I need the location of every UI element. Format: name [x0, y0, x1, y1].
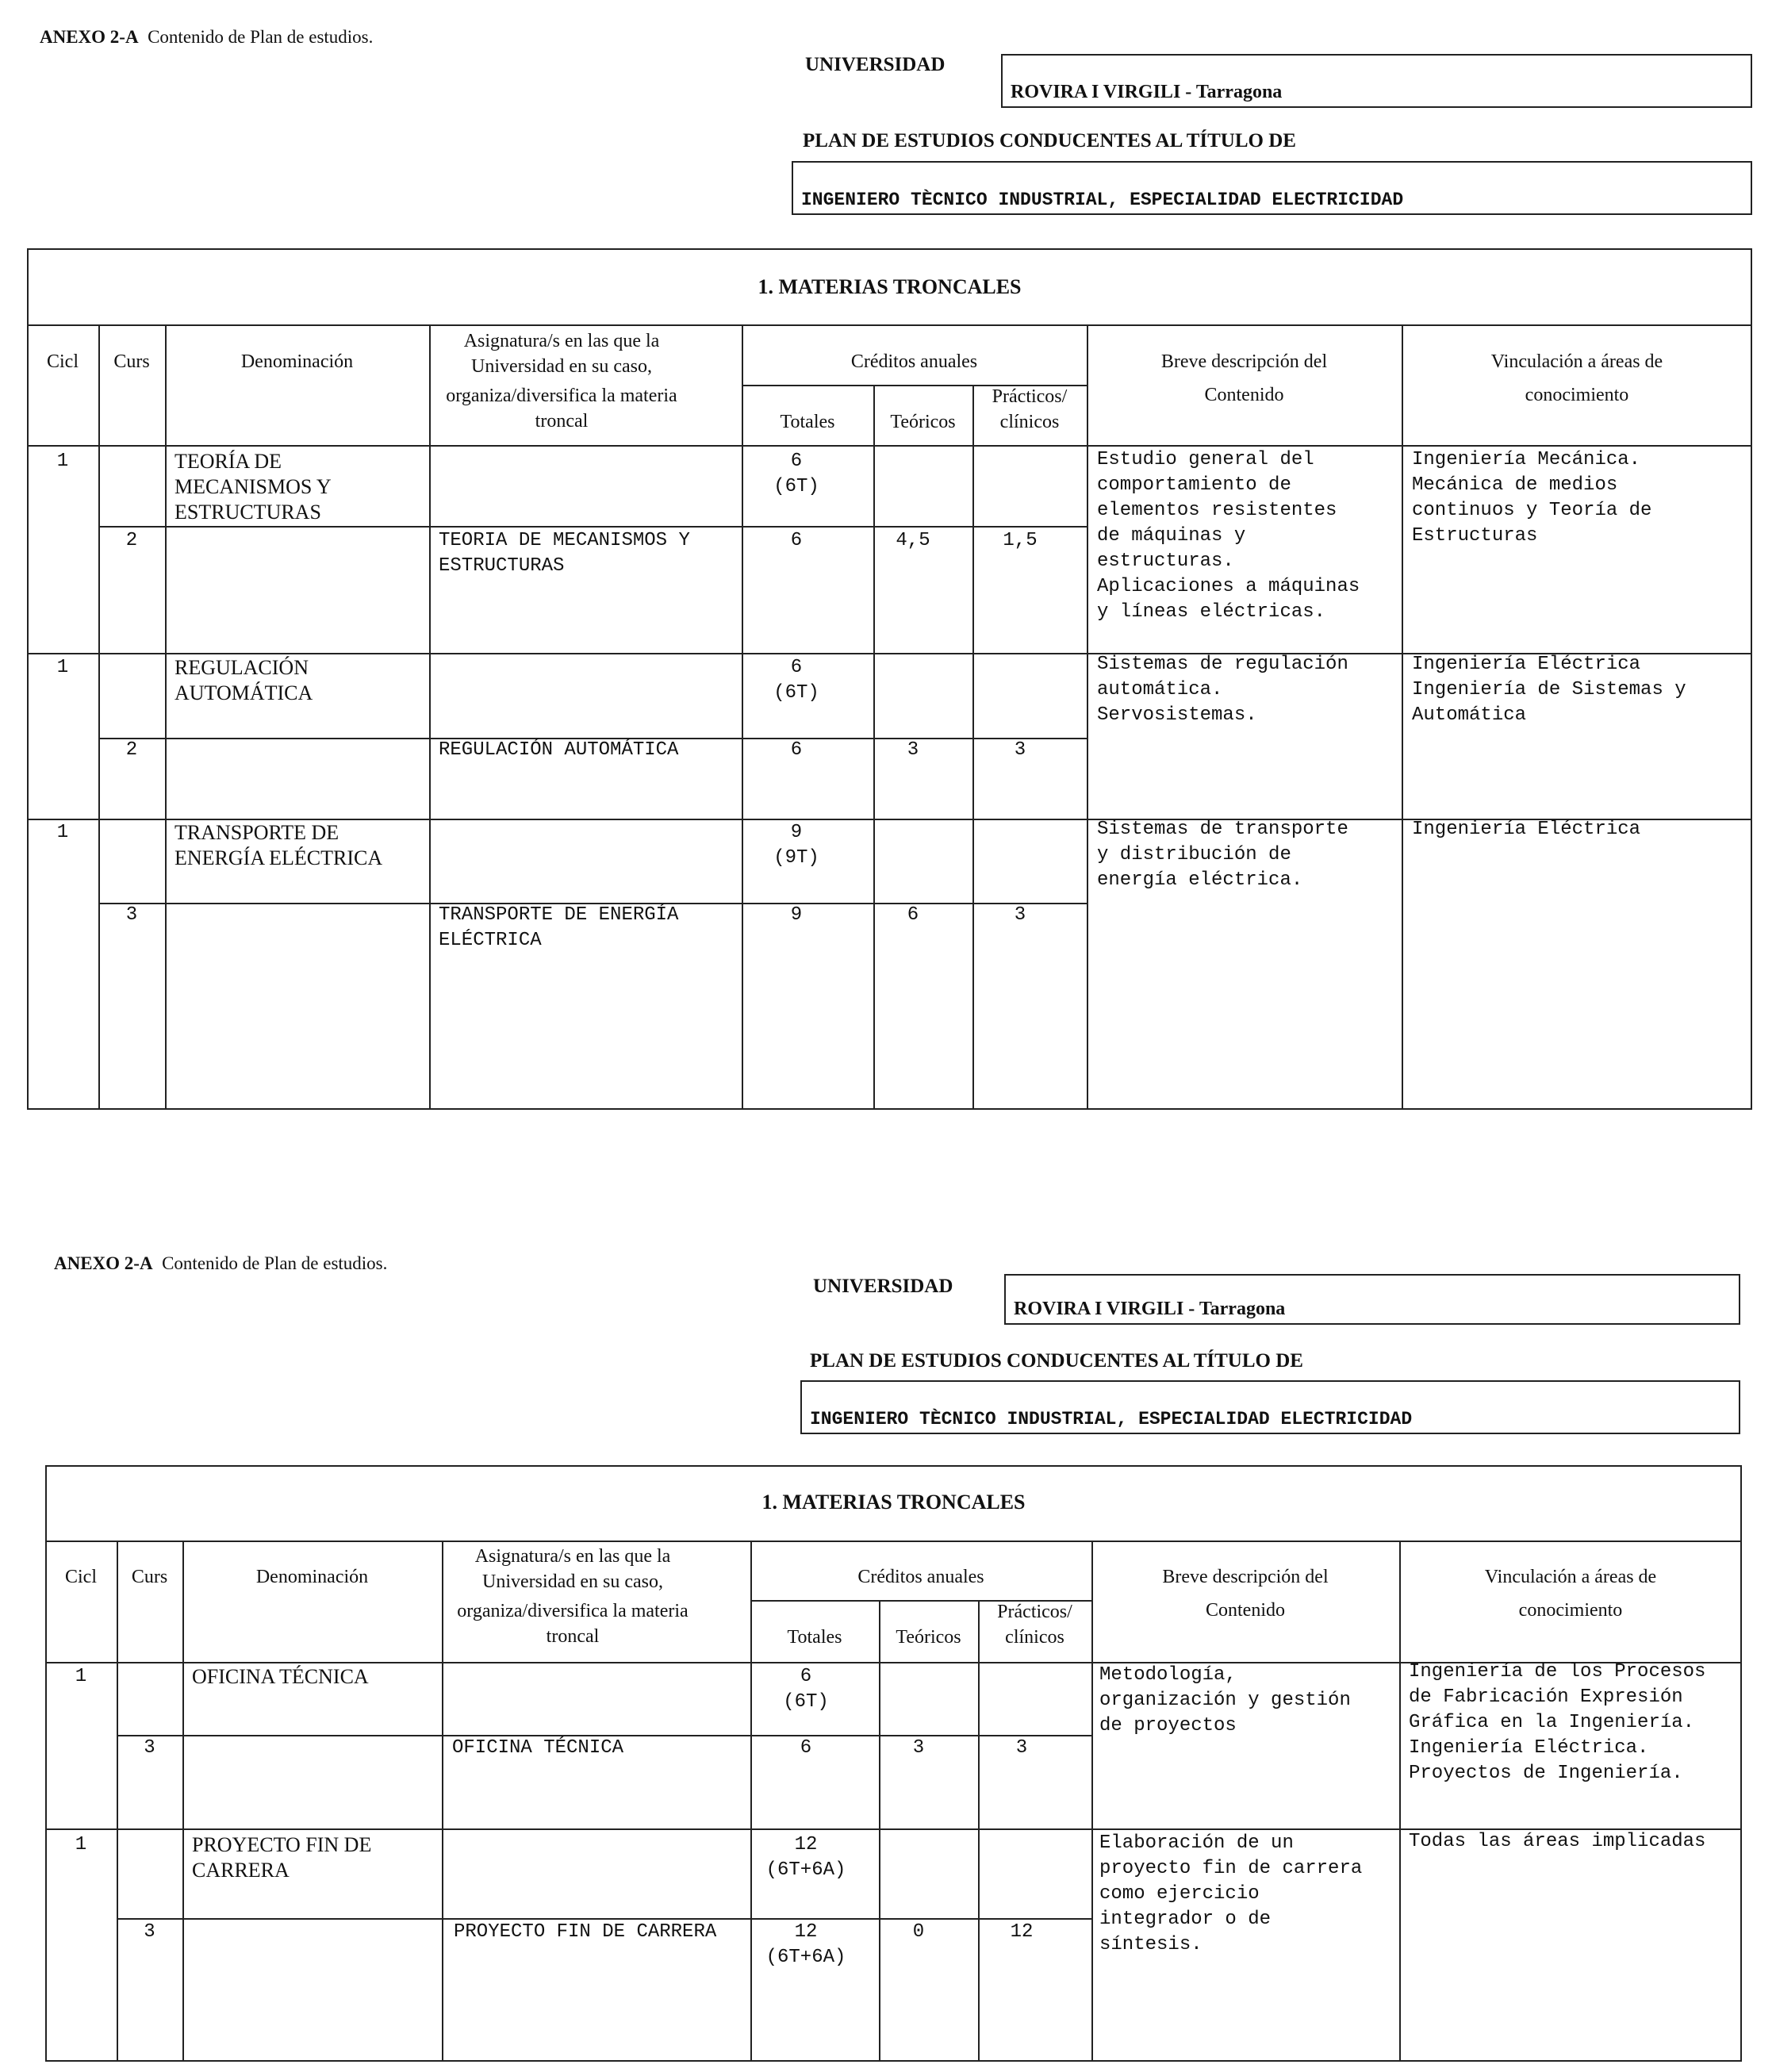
row-descripcion: Sistemas de regulación automática. Servosistemas. — [1097, 654, 1348, 726]
col-line — [978, 1600, 980, 2062]
row-vinculacion: Ingeniería Eléctrica Ingeniería de Sistemas y Automática — [1412, 654, 1686, 726]
header-breve-1: Breve descripción del — [1160, 351, 1328, 372]
row-denominacion: PROYECTO FIN DE CARRERA — [192, 1833, 372, 1882]
row-asignatura: TEORIA DE MECANISMOS Y ESTRUCTURAS — [439, 530, 690, 577]
row-totales: 6 (6T) — [773, 451, 819, 497]
row-asignatura: TRANSPORTE DE ENERGÍA ELÉCTRICA — [439, 904, 679, 951]
row-sub-teoricos: 3 — [912, 1737, 925, 1759]
row-descripcion: Sistemas de transporte y distribución de energía eléctrica. — [1097, 819, 1348, 891]
row-sub-totales: 9 — [790, 904, 803, 926]
annex-title: Contenido de Plan de estudios. — [162, 1253, 388, 1273]
row-sub-teoricos: 4,5 — [896, 530, 930, 551]
header-cicl: Cicl — [47, 351, 79, 372]
header-vinc-2: conocimiento — [1518, 1600, 1623, 1621]
header-practicos: Prácticos/ clínicos — [997, 1602, 1072, 1648]
row-sub-teoricos: 3 — [907, 739, 919, 761]
plan-label: PLAN DE ESTUDIOS CONDUCENTES AL TÍTULO DE — [803, 130, 1296, 152]
degree-title: INGENIERO TÈCNICO INDUSTRIAL, ESPECIALIDAD ELECTRICIDAD — [801, 190, 1404, 210]
university-name: ROVIRA I VIRGILI - Tarragona — [1014, 1299, 1286, 1319]
row-asignatura: REGULACIÓN AUTOMÁTICA — [439, 739, 679, 761]
col-line — [98, 324, 100, 1110]
col-line — [1402, 324, 1403, 1110]
header-asignatura-2: organiza/diversifica la materia troncal — [446, 386, 677, 432]
university-name: ROVIRA I VIRGILI - Tarragona — [1011, 82, 1283, 102]
row-totales: 12 (6T+6A) — [765, 1834, 846, 1881]
row-sub-practicos: 3 — [1015, 1737, 1028, 1759]
col-line — [117, 1541, 118, 2062]
header-divider — [27, 445, 1752, 447]
header-vinc-1: Vinculación a áreas de — [1484, 1567, 1657, 1587]
header-creditos: Créditos anuales — [850, 351, 978, 372]
header-breve-2: Contenido — [1204, 385, 1284, 405]
row-asignatura: OFICINA TÉCNICA — [452, 1737, 624, 1759]
header-vinc-2: conocimiento — [1525, 385, 1629, 405]
header-cicl: Cicl — [65, 1567, 97, 1587]
row-cicl: 1 — [56, 451, 69, 472]
row-denominacion: OFICINA TÉCNICA — [192, 1665, 369, 1688]
col-line — [165, 324, 167, 1110]
row-curs: 3 — [144, 1921, 155, 1943]
degree-title-box — [792, 161, 1752, 215]
row-divider — [98, 526, 1087, 528]
row-curs: 2 — [125, 530, 138, 551]
annex-heading — [54, 1253, 387, 1274]
annex-code: ANEXO 2-A — [40, 27, 139, 47]
col-line — [442, 1541, 443, 2062]
header-teoricos: Teóricos — [890, 412, 956, 432]
col-line — [1087, 324, 1088, 1110]
header-teoricos: Teóricos — [896, 1627, 961, 1648]
row-descripcion: Estudio general del comportamiento de elementos resistentes de máquinas y estructuras. Aplicaciones a máquinas y líneas eléctricas. — [1097, 449, 1360, 623]
row-descripcion: Metodología, organización y gestión de proyectos — [1099, 1664, 1351, 1736]
row-sub-practicos: 3 — [1014, 904, 1026, 926]
row-denominacion: REGULACIÓN AUTOMÁTICA — [175, 656, 313, 704]
header-totales: Totales — [780, 412, 835, 432]
header-denominacion: Denominación — [255, 1567, 369, 1587]
row-totales: 6 (6T) — [783, 1666, 829, 1713]
degree-title: INGENIERO TÈCNICO INDUSTRIAL, ESPECIALIDAD ELECTRICIDAD — [810, 1409, 1413, 1429]
row-sub-totales: 12 (6T+6A) — [765, 1921, 846, 1968]
col-line — [429, 324, 431, 1110]
row-vinculacion: Todas las áreas implicadas — [1409, 1831, 1706, 1852]
row-vinculacion: Ingeniería Mecánica. Mecánica de medios continuos y Teoría de Estructuras — [1412, 449, 1652, 547]
row-sub-totales: 6 — [790, 739, 803, 761]
row-cicl: 1 — [56, 657, 69, 678]
title-divider — [45, 1541, 1742, 1542]
header-asignatura-1: Asignatura/s en las que la Universidad en su caso, — [474, 1546, 671, 1592]
header-asignatura-1: Asignatura/s en las que la Universidad en su caso, — [463, 331, 660, 377]
header-creditos: Créditos anuales — [857, 1567, 984, 1587]
header-practicos: Prácticos/ clínicos — [992, 386, 1068, 432]
row-curs: 2 — [125, 739, 138, 761]
header-breve-1: Breve descripción del — [1162, 1567, 1329, 1587]
row-cicl: 1 — [56, 822, 69, 843]
degree-title-box — [800, 1380, 1740, 1434]
header-totales: Totales — [787, 1627, 842, 1648]
annex-code: ANEXO 2-A — [54, 1253, 153, 1273]
row-totales: 9 (9T) — [773, 822, 819, 869]
row-vinculacion: Ingeniería de los Procesos de Fabricación Expresión Gráfica en la Ingeniería. Ingeniería Eléctrica. Proyectos de Ingeniería. — [1409, 1661, 1706, 1784]
annex-heading — [40, 27, 373, 48]
row-sub-practicos: 12 — [1010, 1921, 1034, 1943]
row-vinculacion: Ingeniería Eléctrica — [1412, 819, 1641, 840]
row-sub-practicos: 1,5 — [1003, 530, 1038, 551]
annex-title: Contenido de Plan de estudios. — [148, 27, 374, 47]
header-curs: Curs — [113, 351, 150, 372]
row-curs: 3 — [125, 904, 138, 926]
plan-label: PLAN DE ESTUDIOS CONDUCENTES AL TÍTULO DE — [810, 1350, 1303, 1372]
row-sub-totales: 6 — [790, 530, 803, 551]
col-line — [742, 324, 743, 1110]
row-sub-practicos: 3 — [1014, 739, 1026, 761]
row-sub-teoricos: 0 — [912, 1921, 925, 1943]
header-curs: Curs — [131, 1567, 168, 1587]
row-cicl: 1 — [75, 1834, 87, 1855]
col-line — [182, 1541, 184, 2062]
row-denominacion: TEORÍA DE MECANISMOS Y ESTRUCTURAS — [175, 450, 331, 524]
table-title: 1. MATERIAS TRONCALES — [761, 1491, 1026, 1514]
header-breve-2: Contenido — [1206, 1600, 1285, 1621]
table-title: 1. MATERIAS TRONCALES — [758, 275, 1022, 298]
university-label: UNIVERSIDAD — [813, 1276, 953, 1297]
row-totales: 6 (6T) — [773, 657, 819, 704]
row-sub-teoricos: 6 — [907, 904, 919, 926]
header-vinc-1: Vinculación a áreas de — [1490, 351, 1663, 372]
row-sub-totales: 6 — [800, 1737, 812, 1759]
row-curs: 3 — [144, 1737, 155, 1759]
row-denominacion: TRANSPORTE DE ENERGÍA ELÉCTRICA — [175, 821, 383, 869]
header-denominacion: Denominación — [240, 351, 354, 372]
row-cicl: 1 — [75, 1666, 87, 1687]
col-line — [879, 1600, 880, 2062]
col-line — [750, 1541, 752, 2062]
row-asignatura: PROYECTO FIN DE CARRERA — [454, 1921, 717, 1943]
university-name-box — [1004, 1274, 1740, 1325]
row-descripcion: Elaboración de un proyecto fin de carrera como ejercicio integrador o de síntesis. — [1099, 1832, 1363, 1955]
title-divider — [27, 324, 1752, 326]
university-label: UNIVERSIDAD — [805, 54, 946, 75]
university-name-box — [1001, 54, 1752, 108]
header-asignatura-2: organiza/diversifica la materia troncal — [457, 1601, 689, 1647]
